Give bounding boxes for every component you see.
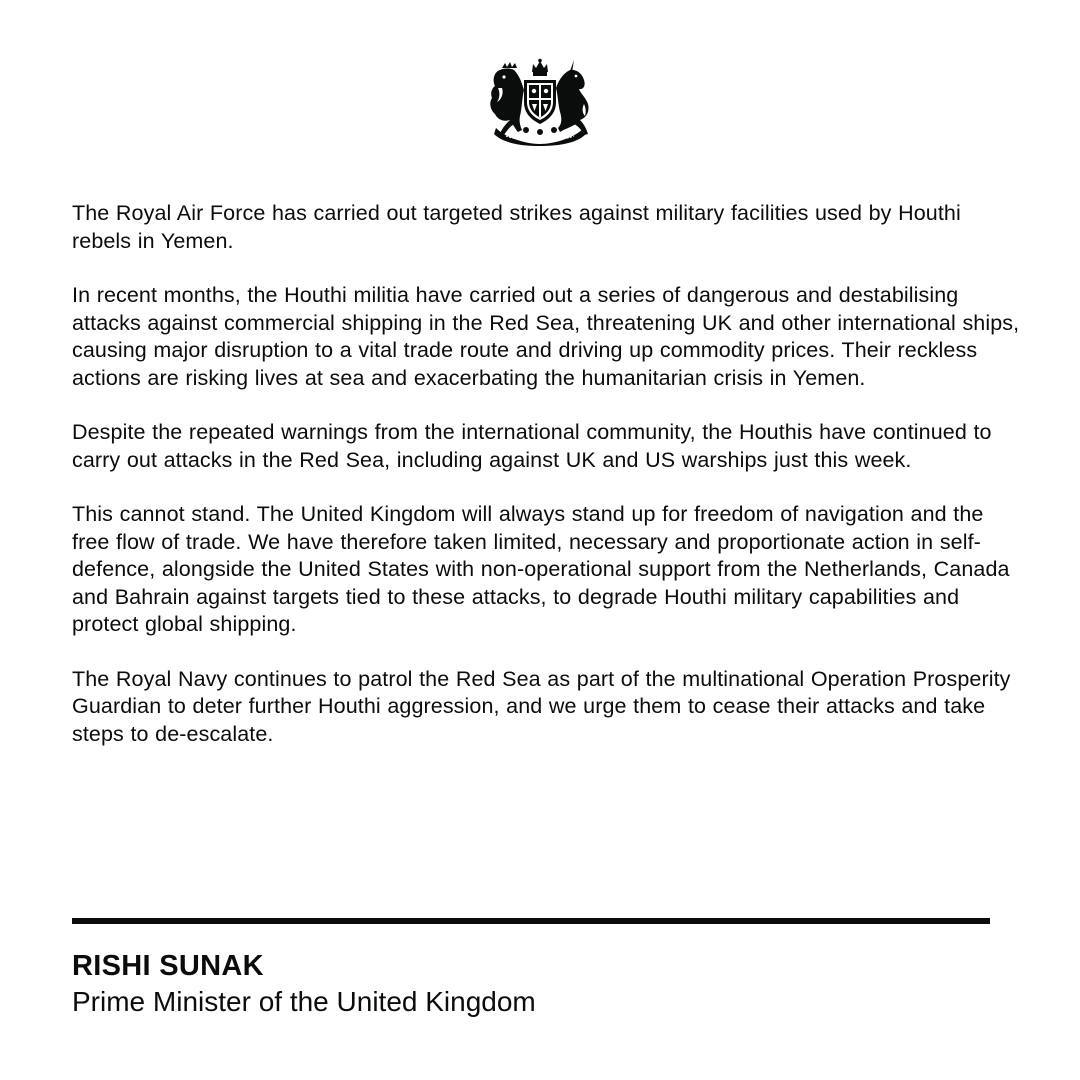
signature-divider: [72, 918, 990, 924]
royal-coat-of-arms-icon: [486, 58, 594, 146]
statement-body: [72, 200, 1022, 775]
statement-paragraph: The Royal Air Force has carried out targeted strikes against military facilities used by Houthi rebels in Yemen.: [72, 201, 961, 253]
signatory-title: Prime Minister of the United Kingdom: [72, 986, 536, 1017]
signatory-name: RISHI SUNAK: [72, 950, 264, 982]
statement-paragraph: The Royal Navy continues to patrol the Red Sea as part of the multinational Operation Prosperity Guardian to deter further Houthi aggression, and we urge them to cease their attacks and take steps to de-escalate.: [72, 666, 1011, 746]
statement-paragraph: Despite the repeated warnings from the international community, the Houthis have continued to carry out attacks in the Red Sea, including against UK and US warships just this week.: [72, 420, 992, 472]
statement-paragraph: In recent months, the Houthi militia have carried out a series of dangerous and destabilising attacks against commercial shipping in the Red Sea, threatening UK and other international ships, causing major disruption to a vital trade route and driving up commodity prices. Their reckless actions are risking lives at sea and exacerbating the humanitarian crisis in Yemen.: [72, 283, 1020, 390]
statement-paragraph: This cannot stand. The United Kingdom will always stand up for freedom of navigation and the free flow of trade. We have therefore taken limited, necessary and proportionate action in self-defence, alongside the United States with non-operational support from the Netherlands, Canada and Bahrain against targets tied to these attacks, to degrade Houthi military capabilities and protect global shipping.: [72, 502, 1010, 636]
